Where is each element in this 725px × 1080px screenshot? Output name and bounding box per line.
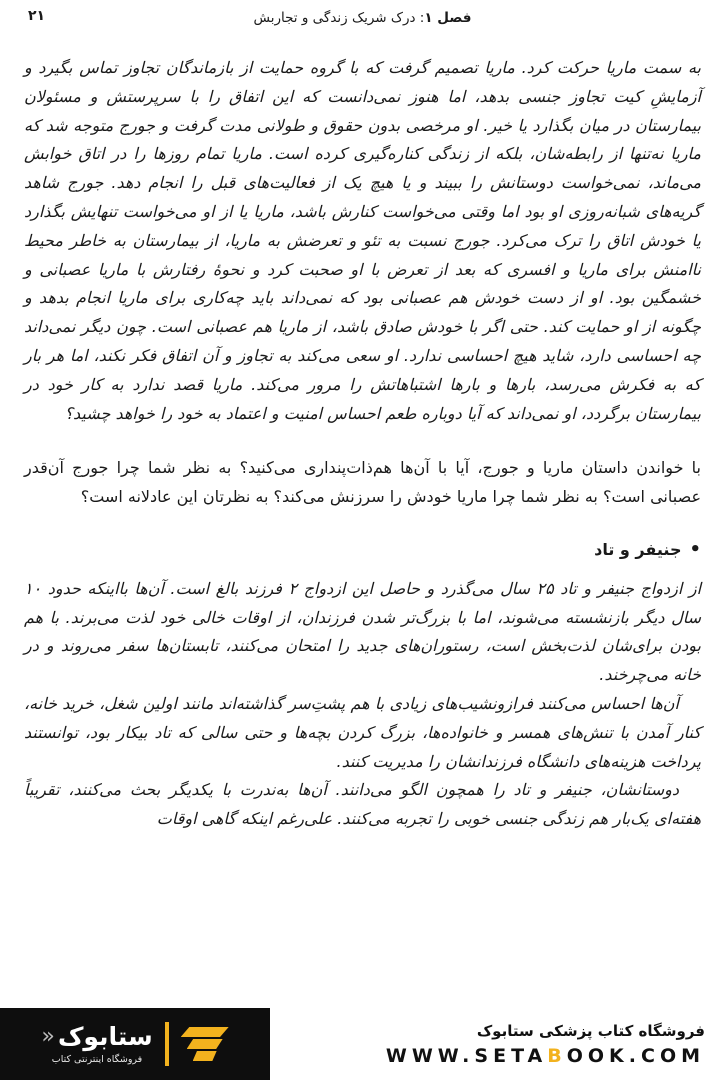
footer-banner <box>0 1008 725 1080</box>
logo-chevron-glyph: « <box>41 1023 55 1049</box>
setabook-logo-icon <box>181 1027 229 1061</box>
section-heading <box>24 536 701 565</box>
jt-paragraph-3: دوستانشان، جنیفر و تاد را همچون الگو می‌دانند. آن‌ها به‌ندرت با یکدیگر بحث می‌کنند، تقریباً هفته‌ای یک‌بار هم زندگی جنسی خوبی را تجربه می‌کنند. علی‌رغم اینکه گاهی اوقات <box>24 780 701 829</box>
page-content <box>0 44 725 998</box>
website-prefix: WWW.SETA <box>385 1044 548 1067</box>
store-tagline: فروشگاه کتاب پزشکی ستابوک <box>476 1021 705 1040</box>
section-heading-text: جنیفر و تاد <box>594 539 682 559</box>
chapter-name: : درک شریک زندگی و تجاربش <box>253 10 425 26</box>
story-paragraph: به سمت ماریا حرکت کرد. ماریا تصمیم گرفت که با گروه حمایت از بازماندگان تجاوز تماس بگیرد و آزمایشِ کیت تجاوز جنسی بدهد، اما هنوز نمی‌دانست که این اتفاق را با سرپرستش و مسئولان بیمارستان در میان بگذارد یا خیر. او مرخصی بدون حقوق و طولانی مدت گرفت و جورج متوجه شد که ماریا نه‌تنها از رابطه‌شان، بلکه از زندگی کناره‌گیری کرده است. ماریا تمام روزها را در اتاق خوابش می‌ماند، نمی‌خواست دوستانش را ببیند و یا هیچ یک از فعالیت‌های قبل را انجام دهد. جورج شاهد گریه‌های شبانه‌روزی او بود اما وقتی می‌خواست کنارش باشد، ماریا یا از او می‌خواست تنهایش بگذارد یا خودش اتاق را ترک می‌کرد. جورج نسبت به تئو و تعرضش به ماریا، از بیمارستان به خاطر محیط ناامنش برای ماریا و افسری که بعد از تعرض با او صحبت کرد و نحوهٔ رفتارش با ماریا عصبانی و خشمگین بود. او از دست خودش هم عصبانی بود که نمی‌داند باید چه‌کاری برای ماریا انجام بدهد و چگونه از او حمایت کند. حتی اگر با خودش صادق باشد، از ماریا هم عصبانی است. چون دیگر نمی‌داند چه احساسی دارد، شاید هیچ احساسی ندارد. او سعی می‌کند به تجاوز و آن اتفاق فکر نکند، اما هر بار که به فکرش می‌رسد، بارها و بارها اشتباهاتش را مرور می‌کند. ماریا قصد ندارد به کار خود در بیمارستان برگردد، او نمی‌داند که آیا دوباره طعم احساس امنیت و اعتماد به خود را خواهد چشید؟ <box>24 58 702 423</box>
bullet-icon: • <box>689 539 701 561</box>
page-number: ۲۱ <box>28 8 46 24</box>
logo-divider <box>165 1022 169 1066</box>
jt-paragraph-1: از ازدواج جنیفر و تاد ۲۵ سال می‌گذرد و حاصل این ازدواج ۲ فرزند بالغ است. آن‌ها بااینکه حدود ۱۰ سال دیگر بازنشسته می‌شوند، اما با بزرگ‌تر شدن فرزندان، از اوقات خالی خود لذت می‌برند. با هم بودن برای‌شان لذت‌بخش است، رستوران‌های جدید را امتحان می‌کنند، تابستان‌ها سفر می‌روند و در خانه می‌چرخند. <box>24 578 702 685</box>
footer-store-info <box>386 1008 725 1080</box>
setabook-logo <box>0 1008 270 1080</box>
website-suffix: OOK.COM <box>566 1044 705 1067</box>
logo-wordmark <box>41 1023 152 1065</box>
logo-brand-text: ستابوک <box>57 1022 153 1052</box>
logo-subtitle: فروشگاه اینترنتی کتاب <box>51 1053 143 1065</box>
chapter-title <box>0 10 725 26</box>
website-url <box>386 1045 705 1067</box>
chapter-label: فصل ۱ <box>424 10 472 26</box>
logo-brand-name <box>41 1023 152 1051</box>
jt-paragraph-2: آن‌ها احساس می‌کنند فرازونشیب‌های زیادی با هم پشتِ‌سر گذاشته‌اند مانند اولین شغل، خرید خانه، کنار آمدن با تنش‌های همسر و خانواده‌ها، بزرگ کردن بچه‌ها و حتی سالی که تاد بیکار بود، توانستند پرداخت هزینه‌های دانشگاه فرزندانشان را مدیریت کنند. <box>24 693 701 771</box>
page-header <box>0 0 725 44</box>
question-paragraph: با خواندن داستان ماریا و جورج، آیا با آن‌ها هم‌ذات‌پنداری می‌کنید؟ به نظر شما چرا جورج آن‌قدر عصبانی است؟ به نظر شما چرا ماریا خودش را سرزنش می‌کند؟ به نظرتان این عادلانه است؟ <box>24 458 701 507</box>
website-highlight-letter: B <box>547 1044 567 1067</box>
